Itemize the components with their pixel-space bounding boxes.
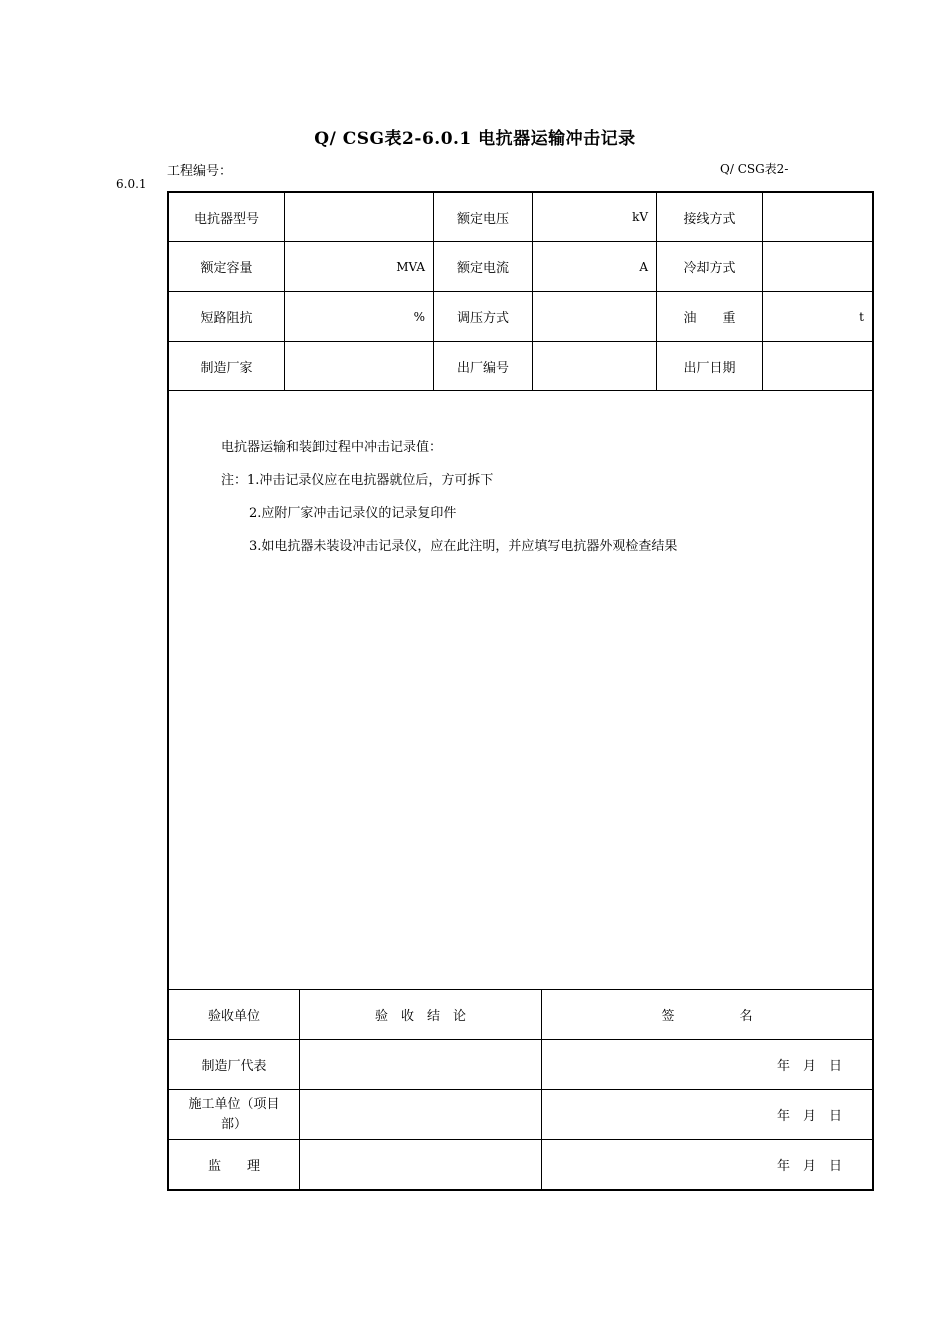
cooling-mode-value[interactable] xyxy=(763,242,872,291)
note-2: 2.应附厂家冲击记录仪的记录复印件 xyxy=(249,506,457,521)
manufacturer-representative-label: 制造厂代表 xyxy=(201,1059,267,1074)
cooling-mode-label: 冷却方式 xyxy=(683,261,736,276)
record-form xyxy=(167,191,874,1191)
supervisor-conclusion-field[interactable] xyxy=(300,1140,541,1189)
manufacturer-signature-date[interactable]: 年 月 日 xyxy=(776,1059,842,1074)
rated-current-label: 额定电流 xyxy=(456,261,509,276)
rated-capacity-value[interactable]: MVA xyxy=(396,259,425,274)
rated-current-value[interactable]: A xyxy=(639,259,648,274)
connection-mode-label: 接线方式 xyxy=(683,211,736,227)
reactor-model-label: 电抗器型号 xyxy=(193,211,259,227)
manufacturer-conclusion-field[interactable] xyxy=(300,1040,541,1089)
form-code: Q/ CSG表2- xyxy=(720,162,789,176)
oil-weight-value[interactable]: t xyxy=(859,309,864,324)
document-title: Q/ CSG表2-6.0.1 电抗器运输冲击记录 xyxy=(314,129,636,149)
oil-weight-label: 油 重 xyxy=(683,311,736,326)
construction-signature-date[interactable]: 年 月 日 xyxy=(776,1109,842,1124)
acceptance-unit-header: 验收单位 xyxy=(207,1009,260,1024)
manufacturer-label: 制造厂家 xyxy=(200,360,253,376)
note-3: 3.如电抗器未装设冲击记录仪，应在此注明，并应填写电抗器外观检查结果 xyxy=(249,539,678,554)
impact-record-notes[interactable] xyxy=(221,431,677,563)
manufacturer-value[interactable] xyxy=(285,342,433,390)
form-code-continued: 6.0.1 xyxy=(116,177,147,191)
construction-unit-label-line1: 施工单位（项目 xyxy=(188,1096,280,1112)
project-number-label: 工程编号： xyxy=(167,164,233,179)
supervisor-signature-date[interactable]: 年 月 日 xyxy=(776,1159,842,1174)
short-circuit-impedance-value[interactable]: % xyxy=(413,309,425,324)
voltage-regulation-label: 调压方式 xyxy=(456,311,509,326)
rated-voltage-label: 额定电压 xyxy=(456,211,509,227)
supervisor-label: 监 理 xyxy=(207,1159,260,1174)
construction-unit-label xyxy=(169,1090,299,1139)
connection-mode-value[interactable] xyxy=(763,193,872,241)
reactor-model-value[interactable] xyxy=(285,193,433,241)
manufacture-date-label: 出厂日期 xyxy=(683,360,736,376)
construction-conclusion-field[interactable] xyxy=(300,1090,541,1139)
notes-intro: 电抗器运输和装卸过程中冲击记录值： xyxy=(221,440,443,455)
rated-capacity-label: 额定容量 xyxy=(200,261,253,276)
acceptance-conclusion-header: 验 收 结 论 xyxy=(374,1009,466,1024)
manufacture-date-value[interactable] xyxy=(763,342,872,390)
voltage-regulation-value[interactable] xyxy=(533,292,656,341)
short-circuit-impedance-label: 短路阻抗 xyxy=(200,311,253,326)
serial-number-label: 出厂编号 xyxy=(456,360,509,376)
rated-voltage-value[interactable]: kV xyxy=(632,210,648,224)
note-1: 注：1.冲击记录仪应在电抗器就位后，方可拆下 xyxy=(221,473,494,488)
signature-header: 签 名 xyxy=(661,1009,753,1024)
construction-unit-label-line2: 部） xyxy=(220,1116,247,1132)
serial-number-value[interactable] xyxy=(533,342,656,390)
